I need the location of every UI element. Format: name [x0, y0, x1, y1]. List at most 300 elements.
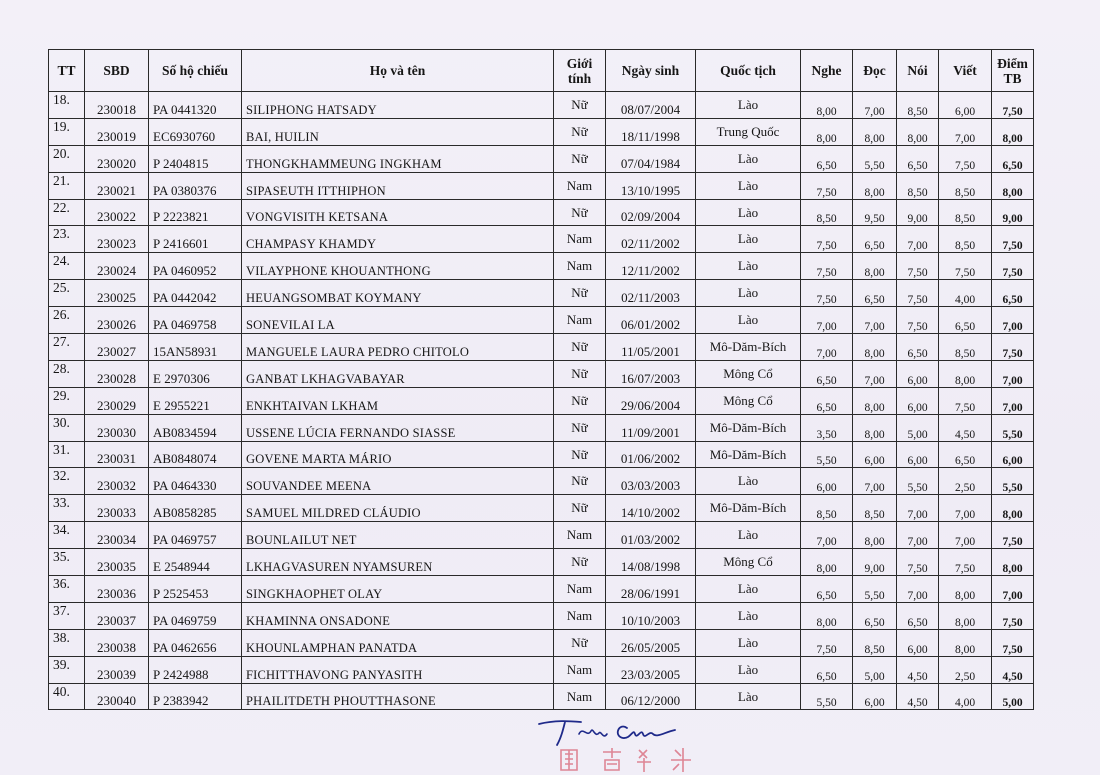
candidate-number-cell: 230025 — [85, 280, 149, 307]
reading-score-cell: 8,00 — [853, 172, 897, 199]
speaking-score-cell: 7,00 — [897, 495, 939, 522]
passport-number-cell: E 2970306 — [149, 360, 242, 387]
gender-cell: Nam — [554, 172, 606, 199]
nationality-cell: Lào — [696, 280, 801, 307]
reading-score-cell: 7,00 — [853, 468, 897, 495]
header-reading: Đọc — [853, 50, 897, 92]
date-of-birth-cell: 07/04/1984 — [606, 145, 696, 172]
reading-score-cell: 6,50 — [853, 602, 897, 629]
passport-number-cell: P 2525453 — [149, 576, 242, 603]
listening-score-cell: 6,50 — [801, 387, 853, 414]
speaking-score-cell: 5,00 — [897, 414, 939, 441]
full-name-cell: LKHAGVASUREN NYAMSUREN — [242, 549, 554, 576]
table-row — [49, 414, 1034, 441]
candidate-number-cell: 230031 — [85, 441, 149, 468]
speaking-score-cell: 6,50 — [897, 602, 939, 629]
gender-cell: Nữ — [554, 387, 606, 414]
writing-score-cell: 7,50 — [939, 253, 992, 280]
writing-score-cell: 7,50 — [939, 387, 992, 414]
passport-number-cell: PA 0380376 — [149, 172, 242, 199]
nationality-cell: Lào — [696, 683, 801, 710]
reading-score-cell: 6,00 — [853, 441, 897, 468]
passport-number-cell: P 2404815 — [149, 145, 242, 172]
candidate-number-cell: 230035 — [85, 549, 149, 576]
gender-cell: Nữ — [554, 199, 606, 226]
speaking-score-cell: 8,50 — [897, 172, 939, 199]
date-of-birth-cell: 26/05/2005 — [606, 629, 696, 656]
speaking-score-cell: 6,00 — [897, 360, 939, 387]
writing-score-cell: 6,50 — [939, 307, 992, 334]
gender-cell: Nữ — [554, 334, 606, 361]
full-name-cell: SIPASEUTH ITTHIPHON — [242, 172, 554, 199]
passport-number-cell: PA 0441320 — [149, 92, 242, 119]
date-of-birth-cell: 28/06/1991 — [606, 576, 696, 603]
speaking-score-cell: 6,00 — [897, 629, 939, 656]
gender-cell: Nữ — [554, 495, 606, 522]
date-of-birth-cell: 23/03/2005 — [606, 656, 696, 683]
reading-score-cell: 7,00 — [853, 92, 897, 119]
full-name-cell: USSENE LÚCIA FERNANDO SIASSE — [242, 414, 554, 441]
reading-score-cell: 8,00 — [853, 522, 897, 549]
date-of-birth-cell: 29/06/2004 — [606, 387, 696, 414]
date-of-birth-cell: 02/11/2003 — [606, 280, 696, 307]
date-of-birth-cell: 01/03/2002 — [606, 522, 696, 549]
table-row — [49, 92, 1034, 119]
listening-score-cell: 5,50 — [801, 683, 853, 710]
writing-score-cell: 8,00 — [939, 576, 992, 603]
candidate-number-cell: 230027 — [85, 334, 149, 361]
nationality-cell: Lào — [696, 253, 801, 280]
passport-number-cell: PA 0464330 — [149, 468, 242, 495]
header-average: Điểm TB — [992, 50, 1034, 92]
listening-score-cell: 7,50 — [801, 172, 853, 199]
speaking-score-cell: 6,00 — [897, 387, 939, 414]
average-score-cell: 7,50 — [992, 602, 1034, 629]
header-full-name: Họ và tên — [242, 50, 554, 92]
writing-score-cell: 8,50 — [939, 199, 992, 226]
average-score-cell: 8,00 — [992, 495, 1034, 522]
speaking-score-cell: 7,00 — [897, 576, 939, 603]
candidate-number-cell: 230018 — [85, 92, 149, 119]
row-number-cell: 18. — [49, 92, 85, 119]
gender-cell: Nữ — [554, 118, 606, 145]
date-of-birth-cell: 16/07/2003 — [606, 360, 696, 387]
speaking-score-cell: 6,50 — [897, 145, 939, 172]
writing-score-cell: 8,50 — [939, 172, 992, 199]
speaking-score-cell: 8,50 — [897, 92, 939, 119]
gender-cell: Nam — [554, 576, 606, 603]
row-number-cell: 25. — [49, 280, 85, 307]
average-score-cell: 7,50 — [992, 92, 1034, 119]
gender-cell: Nữ — [554, 360, 606, 387]
reading-score-cell: 5,50 — [853, 576, 897, 603]
reading-score-cell: 8,50 — [853, 629, 897, 656]
reading-score-cell: 5,50 — [853, 145, 897, 172]
candidate-number-cell: 230019 — [85, 118, 149, 145]
row-number-cell: 30. — [49, 414, 85, 441]
table-row — [49, 334, 1034, 361]
table-row — [49, 360, 1034, 387]
full-name-cell: BOUNLAILUT NET — [242, 522, 554, 549]
candidate-number-cell: 230034 — [85, 522, 149, 549]
full-name-cell: BAI, HUILIN — [242, 118, 554, 145]
row-number-cell: 23. — [49, 226, 85, 253]
full-name-cell: VILAYPHONE KHOUANTHONG — [242, 253, 554, 280]
gender-cell: Nữ — [554, 549, 606, 576]
listening-score-cell: 8,00 — [801, 549, 853, 576]
table-row — [49, 280, 1034, 307]
nationality-cell: Lào — [696, 468, 801, 495]
gender-cell: Nữ — [554, 414, 606, 441]
average-score-cell: 7,00 — [992, 576, 1034, 603]
listening-score-cell: 6,50 — [801, 656, 853, 683]
writing-score-cell: 8,00 — [939, 629, 992, 656]
date-of-birth-cell: 10/10/2003 — [606, 602, 696, 629]
writing-score-cell: 7,50 — [939, 145, 992, 172]
speaking-score-cell: 4,50 — [897, 656, 939, 683]
table-row — [49, 629, 1034, 656]
table-row — [49, 226, 1034, 253]
listening-score-cell: 3,50 — [801, 414, 853, 441]
passport-number-cell: P 2424988 — [149, 656, 242, 683]
table-row — [49, 495, 1034, 522]
candidate-number-cell: 230037 — [85, 602, 149, 629]
candidate-number-cell: 230024 — [85, 253, 149, 280]
average-score-cell: 6,00 — [992, 441, 1034, 468]
nationality-cell: Lào — [696, 307, 801, 334]
full-name-cell: SINGKHAOPHET OLAY — [242, 576, 554, 603]
row-number-cell: 32. — [49, 468, 85, 495]
nationality-cell: Lào — [696, 92, 801, 119]
nationality-cell: Mông Cổ — [696, 549, 801, 576]
listening-score-cell: 7,00 — [801, 334, 853, 361]
table-row — [49, 441, 1034, 468]
nationality-cell: Trung Quốc — [696, 118, 801, 145]
full-name-cell: KHAMINNA ONSADONE — [242, 602, 554, 629]
date-of-birth-cell: 06/12/2000 — [606, 683, 696, 710]
speaking-score-cell: 7,50 — [897, 253, 939, 280]
full-name-cell: PHAILITDETH PHOUTTHASONE — [242, 683, 554, 710]
full-name-cell: VONGVISITH KETSANA — [242, 199, 554, 226]
average-score-cell: 5,00 — [992, 683, 1034, 710]
listening-score-cell: 6,00 — [801, 468, 853, 495]
passport-number-cell: PA 0462656 — [149, 629, 242, 656]
date-of-birth-cell: 14/10/2002 — [606, 495, 696, 522]
header-gender: Giới tính — [554, 50, 606, 92]
passport-number-cell: E 2955221 — [149, 387, 242, 414]
row-number-cell: 20. — [49, 145, 85, 172]
average-score-cell: 5,50 — [992, 468, 1034, 495]
nationality-cell: Mô-Dăm-Bích — [696, 495, 801, 522]
reading-score-cell: 8,00 — [853, 414, 897, 441]
row-number-cell: 33. — [49, 495, 85, 522]
reading-score-cell: 7,00 — [853, 307, 897, 334]
speaking-score-cell: 7,00 — [897, 226, 939, 253]
listening-score-cell: 6,50 — [801, 360, 853, 387]
date-of-birth-cell: 11/09/2001 — [606, 414, 696, 441]
average-score-cell: 8,00 — [992, 172, 1034, 199]
passport-number-cell: P 2223821 — [149, 199, 242, 226]
speaking-score-cell: 8,00 — [897, 118, 939, 145]
candidate-number-cell: 230030 — [85, 414, 149, 441]
speaking-score-cell: 7,50 — [897, 280, 939, 307]
gender-cell: Nữ — [554, 468, 606, 495]
average-score-cell: 8,00 — [992, 118, 1034, 145]
average-score-cell: 7,50 — [992, 334, 1034, 361]
date-of-birth-cell: 02/11/2002 — [606, 226, 696, 253]
full-name-cell: SOUVANDEE MEENA — [242, 468, 554, 495]
reading-score-cell: 9,50 — [853, 199, 897, 226]
row-number-cell: 24. — [49, 253, 85, 280]
listening-score-cell: 8,00 — [801, 118, 853, 145]
candidate-number-cell: 230021 — [85, 172, 149, 199]
average-score-cell: 6,50 — [992, 280, 1034, 307]
full-name-cell: SILIPHONG HATSADY — [242, 92, 554, 119]
speaking-score-cell: 7,50 — [897, 307, 939, 334]
table-row — [49, 307, 1034, 334]
date-of-birth-cell: 11/05/2001 — [606, 334, 696, 361]
row-number-cell: 31. — [49, 441, 85, 468]
row-number-cell: 40. — [49, 683, 85, 710]
nationality-cell: Mông Cổ — [696, 387, 801, 414]
average-score-cell: 8,00 — [992, 549, 1034, 576]
candidate-number-cell: 230039 — [85, 656, 149, 683]
average-score-cell: 7,00 — [992, 360, 1034, 387]
date-of-birth-cell: 06/01/2002 — [606, 307, 696, 334]
speaking-score-cell: 9,00 — [897, 199, 939, 226]
header-writing: Viết — [939, 50, 992, 92]
nationality-cell: Lào — [696, 522, 801, 549]
row-number-cell: 26. — [49, 307, 85, 334]
writing-score-cell: 7,00 — [939, 522, 992, 549]
nationality-cell: Lào — [696, 656, 801, 683]
speaking-score-cell: 6,50 — [897, 334, 939, 361]
candidate-number-cell: 230033 — [85, 495, 149, 522]
passport-number-cell: 15AN58931 — [149, 334, 242, 361]
full-name-cell: ENKHTAIVAN LKHAM — [242, 387, 554, 414]
full-name-cell: GANBAT LKHAGVABAYAR — [242, 360, 554, 387]
header-date-of-birth: Ngày sinh — [606, 50, 696, 92]
table-row — [49, 602, 1034, 629]
listening-score-cell: 6,50 — [801, 145, 853, 172]
candidate-number-cell: 230029 — [85, 387, 149, 414]
reading-score-cell: 6,50 — [853, 280, 897, 307]
table-row — [49, 118, 1034, 145]
writing-score-cell: 8,50 — [939, 226, 992, 253]
row-number-cell: 35. — [49, 549, 85, 576]
date-of-birth-cell: 08/07/2004 — [606, 92, 696, 119]
university-seal-stamp — [555, 744, 715, 775]
writing-score-cell: 6,00 — [939, 92, 992, 119]
candidate-number-cell: 230022 — [85, 199, 149, 226]
nationality-cell: Mô-Dăm-Bích — [696, 334, 801, 361]
row-number-cell: 27. — [49, 334, 85, 361]
gender-cell: Nam — [554, 307, 606, 334]
nationality-cell: Lào — [696, 602, 801, 629]
writing-score-cell: 2,50 — [939, 656, 992, 683]
row-number-cell: 19. — [49, 118, 85, 145]
table-row — [49, 656, 1034, 683]
candidate-number-cell: 230026 — [85, 307, 149, 334]
speaking-score-cell: 4,50 — [897, 683, 939, 710]
passport-number-cell: AB0858285 — [149, 495, 242, 522]
average-score-cell: 5,50 — [992, 414, 1034, 441]
gender-cell: Nam — [554, 683, 606, 710]
reading-score-cell: 6,50 — [853, 226, 897, 253]
listening-score-cell: 5,50 — [801, 441, 853, 468]
table-row — [49, 253, 1034, 280]
passport-number-cell: P 2383942 — [149, 683, 242, 710]
speaking-score-cell: 7,00 — [897, 522, 939, 549]
signature — [535, 714, 695, 748]
passport-number-cell: P 2416601 — [149, 226, 242, 253]
gender-cell: Nam — [554, 602, 606, 629]
passport-number-cell: PA 0442042 — [149, 280, 242, 307]
reading-score-cell: 7,00 — [853, 360, 897, 387]
average-score-cell: 7,50 — [992, 226, 1034, 253]
full-name-cell: KHOUNLAMPHAN PANATDA — [242, 629, 554, 656]
average-score-cell: 7,50 — [992, 253, 1034, 280]
full-name-cell: CHAMPASY KHAMDY — [242, 226, 554, 253]
listening-score-cell: 7,50 — [801, 280, 853, 307]
nationality-cell: Lào — [696, 199, 801, 226]
average-score-cell: 7,50 — [992, 522, 1034, 549]
writing-score-cell: 8,50 — [939, 334, 992, 361]
gender-cell: Nữ — [554, 629, 606, 656]
row-number-cell: 28. — [49, 360, 85, 387]
full-name-cell: SONEVILAI LA — [242, 307, 554, 334]
passport-number-cell: PA 0460952 — [149, 253, 242, 280]
reading-score-cell: 8,00 — [853, 334, 897, 361]
writing-score-cell: 7,00 — [939, 495, 992, 522]
candidate-number-cell: 230028 — [85, 360, 149, 387]
nationality-cell: Mông Cổ — [696, 360, 801, 387]
full-name-cell: THONGKHAMMEUNG INGKHAM — [242, 145, 554, 172]
results-body — [49, 92, 1034, 710]
nationality-cell: Lào — [696, 576, 801, 603]
full-name-cell: GOVENE MARTA MÁRIO — [242, 441, 554, 468]
date-of-birth-cell: 12/11/2002 — [606, 253, 696, 280]
average-score-cell: 7,00 — [992, 387, 1034, 414]
writing-score-cell: 4,50 — [939, 414, 992, 441]
candidate-number-cell: 230020 — [85, 145, 149, 172]
reading-score-cell: 8,50 — [853, 495, 897, 522]
full-name-cell: FICHITTHAVONG PANYASITH — [242, 656, 554, 683]
speaking-score-cell: 6,00 — [897, 441, 939, 468]
candidate-number-cell: 230040 — [85, 683, 149, 710]
candidate-number-cell: 230038 — [85, 629, 149, 656]
table-row — [49, 387, 1034, 414]
listening-score-cell: 7,00 — [801, 307, 853, 334]
table-row — [49, 199, 1034, 226]
table-row — [49, 549, 1034, 576]
writing-score-cell: 4,00 — [939, 683, 992, 710]
writing-score-cell: 7,50 — [939, 549, 992, 576]
header-speaking: Nói — [897, 50, 939, 92]
passport-number-cell: AB0834594 — [149, 414, 242, 441]
date-of-birth-cell: 14/08/1998 — [606, 549, 696, 576]
table-row — [49, 172, 1034, 199]
listening-score-cell: 7,00 — [801, 522, 853, 549]
gender-cell: Nữ — [554, 280, 606, 307]
listening-score-cell: 7,50 — [801, 253, 853, 280]
gender-cell: Nam — [554, 226, 606, 253]
reading-score-cell: 6,00 — [853, 683, 897, 710]
writing-score-cell: 4,00 — [939, 280, 992, 307]
passport-number-cell: E 2548944 — [149, 549, 242, 576]
listening-score-cell: 7,50 — [801, 629, 853, 656]
passport-number-cell: PA 0469759 — [149, 602, 242, 629]
date-of-birth-cell: 03/03/2003 — [606, 468, 696, 495]
passport-number-cell: AB0848074 — [149, 441, 242, 468]
nationality-cell: Lào — [696, 226, 801, 253]
speaking-score-cell: 7,50 — [897, 549, 939, 576]
reading-score-cell: 5,00 — [853, 656, 897, 683]
full-name-cell: HEUANGSOMBAT KOYMANY — [242, 280, 554, 307]
header-passport: Số hộ chiếu — [149, 50, 242, 92]
row-number-cell: 36. — [49, 576, 85, 603]
passport-number-cell: EC6930760 — [149, 118, 242, 145]
header-sbd: SBD — [85, 50, 149, 92]
gender-cell: Nữ — [554, 441, 606, 468]
table-row — [49, 576, 1034, 603]
nationality-cell: Lào — [696, 145, 801, 172]
table-row — [49, 683, 1034, 710]
average-score-cell: 9,00 — [992, 199, 1034, 226]
listening-score-cell: 8,50 — [801, 199, 853, 226]
row-number-cell: 38. — [49, 629, 85, 656]
full-name-cell: SAMUEL MILDRED CLÁUDIO — [242, 495, 554, 522]
date-of-birth-cell: 18/11/1998 — [606, 118, 696, 145]
nationality-cell: Lào — [696, 629, 801, 656]
candidate-number-cell: 230023 — [85, 226, 149, 253]
passport-number-cell: PA 0469758 — [149, 307, 242, 334]
writing-score-cell: 6,50 — [939, 441, 992, 468]
row-number-cell: 39. — [49, 656, 85, 683]
candidate-number-cell: 230036 — [85, 576, 149, 603]
date-of-birth-cell: 13/10/1995 — [606, 172, 696, 199]
nationality-cell: Lào — [696, 172, 801, 199]
writing-score-cell: 2,50 — [939, 468, 992, 495]
writing-score-cell: 8,00 — [939, 602, 992, 629]
table-row — [49, 468, 1034, 495]
speaking-score-cell: 5,50 — [897, 468, 939, 495]
reading-score-cell: 8,00 — [853, 387, 897, 414]
header-listening: Nghe — [801, 50, 853, 92]
row-number-cell: 21. — [49, 172, 85, 199]
table-row — [49, 522, 1034, 549]
full-name-cell: MANGUELE LAURA PEDRO CHITOLO — [242, 334, 554, 361]
average-score-cell: 4,50 — [992, 656, 1034, 683]
average-score-cell: 7,50 — [992, 629, 1034, 656]
row-number-cell: 22. — [49, 199, 85, 226]
date-of-birth-cell: 01/06/2002 — [606, 441, 696, 468]
gender-cell: Nữ — [554, 145, 606, 172]
writing-score-cell: 8,00 — [939, 360, 992, 387]
passport-number-cell: PA 0469757 — [149, 522, 242, 549]
listening-score-cell: 6,50 — [801, 576, 853, 603]
reading-score-cell: 9,00 — [853, 549, 897, 576]
header-row — [49, 50, 1034, 92]
row-number-cell: 29. — [49, 387, 85, 414]
exam-results-table — [48, 49, 1034, 710]
writing-score-cell: 7,00 — [939, 118, 992, 145]
gender-cell: Nam — [554, 522, 606, 549]
header-nationality: Quốc tịch — [696, 50, 801, 92]
listening-score-cell: 8,50 — [801, 495, 853, 522]
nationality-cell: Mô-Dăm-Bích — [696, 414, 801, 441]
reading-score-cell: 8,00 — [853, 253, 897, 280]
